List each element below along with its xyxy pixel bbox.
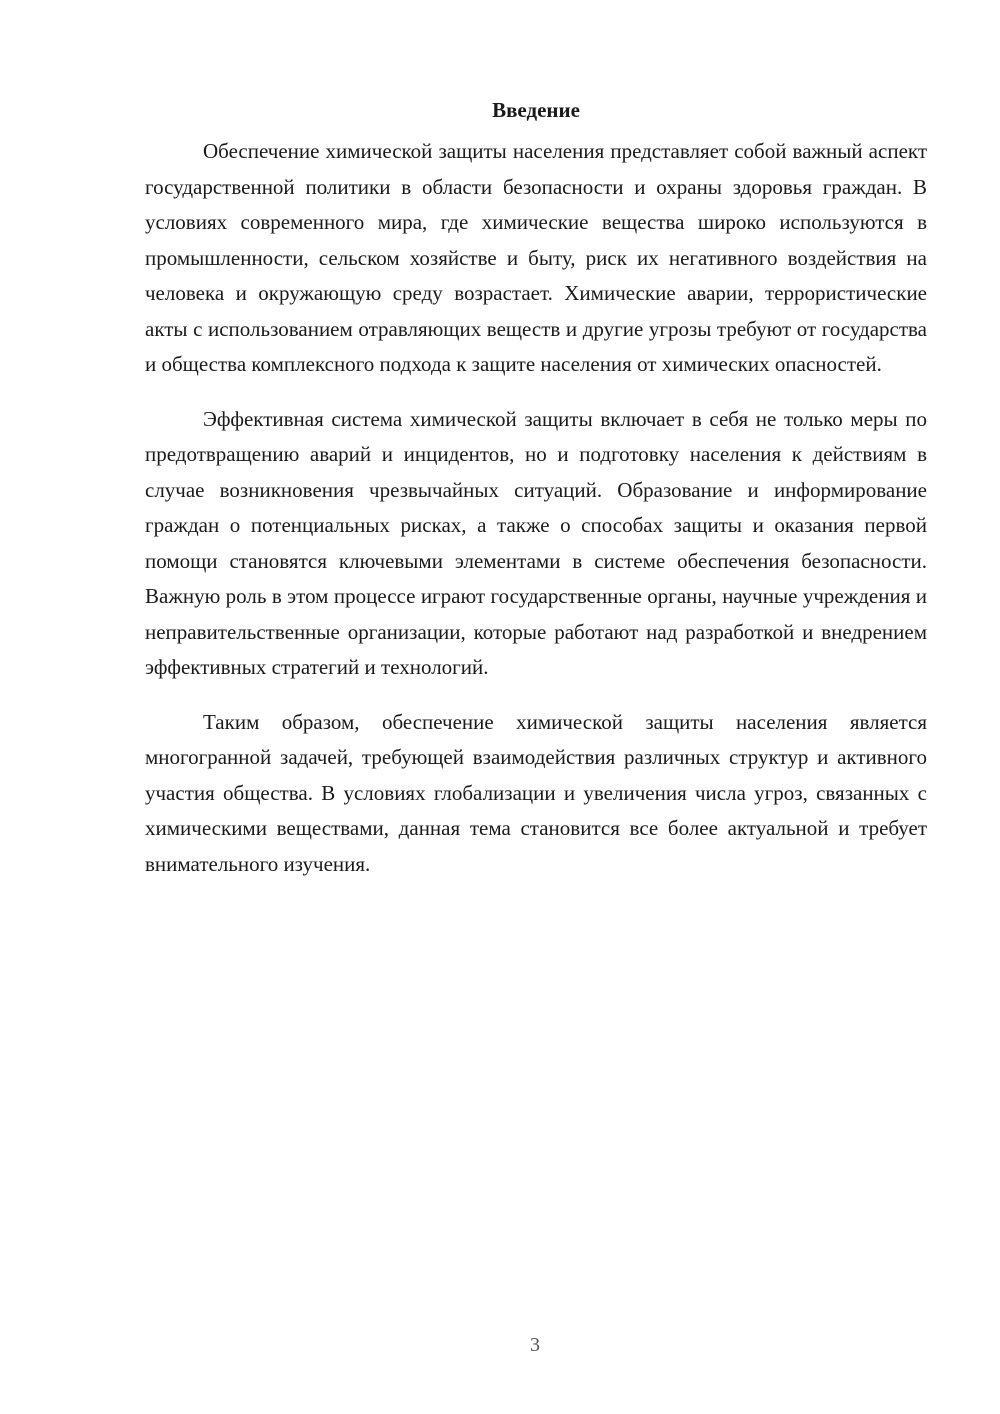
paragraph-1: Обеспечение химической защиты населения представляет собой важный аспект государственной политики в области безопасности и охраны здоровья граждан. В условиях современного мира, где химические вещества широко используются в промышленности, сельском хозяйстве и быту, риск их негативного воздействия на человека и окружающую среду возрастает. Химические аварии, террористические акты с использованием отравляющих веществ и другие угрозы требуют от государства и общества комплексного подхода к защите населения от химических опасностей. [145,139,927,376]
section-title: Введение [492,98,580,122]
page-number: 3 [530,1334,540,1356]
paragraph-3: Таким образом, обеспечение химической защиты населения является многогранной задачей, требующей взаимодействия различных структур и активного участия общества. В условиях глобализации и увеличения числа угроз, связанных с химическими веществами, данная тема становится все более актуальной и требует внимательного изучения. [145,709,927,876]
page-content [145,92,927,901]
paragraph-2: Эффективная система химической защиты включает в себя не только меры по предотвращению аварий и инцидентов, но и подготовку населения к действиям в случае возникновения чрезвычайных ситуаций. Образование и информирование граждан о потенциальных рисках, а также о способах защиты и оказания первой помощи становятся ключевыми элементами в системе обеспечения безопасности. Важную роль в этом процессе играют государственные органы, научные учреждения и неправительственные организации, которые работают над разработкой и внедрением эффективных стратегий и технологий. [145,406,927,679]
